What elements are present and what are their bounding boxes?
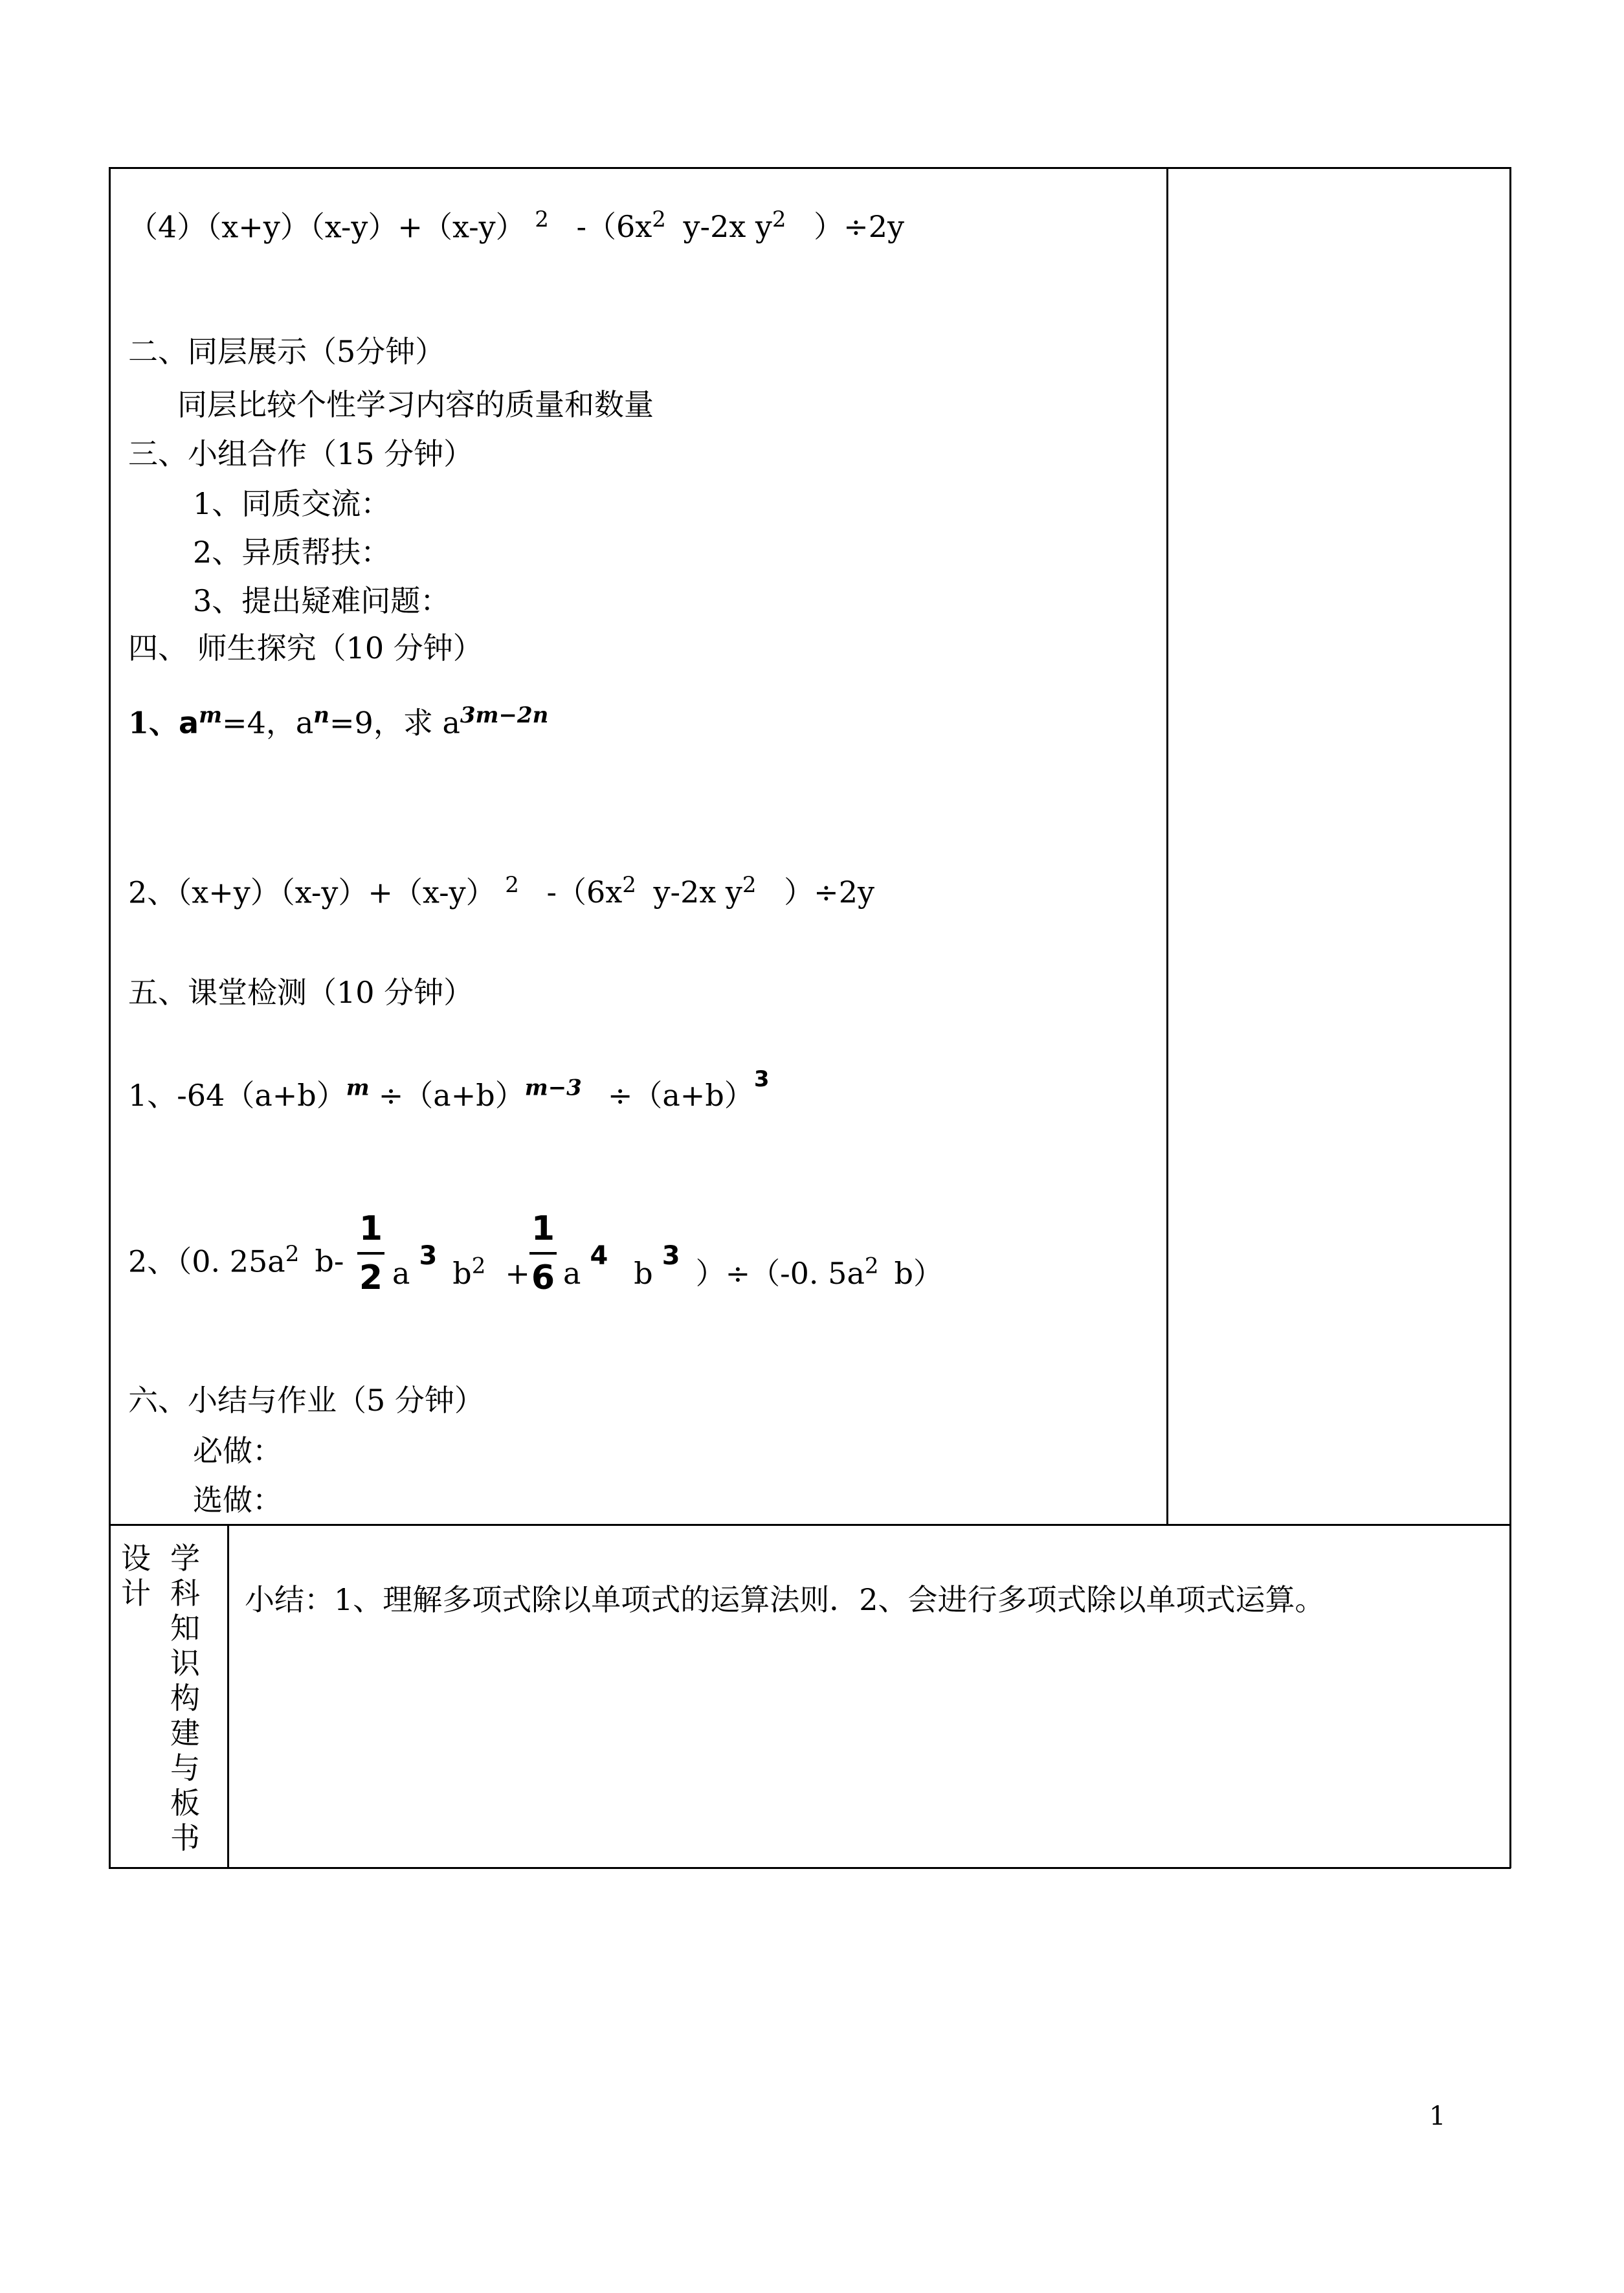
sec5-q2-sup4: 4 [590, 1241, 608, 1271]
item4-part-b: -（6x [576, 209, 652, 245]
sec4-q2-sup1: 2 [505, 872, 519, 898]
subject-char-6: 建 [170, 1716, 200, 1751]
subject-char-9: 书 [170, 1820, 200, 1855]
sec4-q1-a: a [179, 705, 199, 741]
sec5-q2-a-text: 2、（0. 25a [128, 1244, 285, 1279]
sec4-q2-sup3: 2 [742, 872, 757, 898]
sec5-q2-sup1: 2 [285, 1241, 300, 1267]
sec4-q2-d: ）÷2y [784, 875, 874, 910]
sec4-q1-sup-exp: 3m−2n [460, 702, 549, 728]
sec5-q2-d: b [452, 1256, 472, 1291]
sec4-q2-b: -（6x [546, 875, 623, 910]
sec4-q1-sup-n: n [313, 702, 330, 728]
design-label-char-1: 设 [121, 1541, 151, 1576]
sec5-q1-sup-m: m [346, 1075, 370, 1101]
sec5-q2-g: b [634, 1256, 653, 1291]
sec5-q1-sup-m3: m−3 [524, 1075, 582, 1101]
sec5-q2-b: b- [315, 1244, 344, 1279]
subject-char-3: 知 [170, 1611, 200, 1646]
item4-sup1: 2 [535, 207, 549, 232]
sec6-title: 六、小结与作业（5 分钟） [128, 1383, 484, 1418]
subject-char-2: 科 [170, 1576, 200, 1611]
sec2-title: 二、同层展示（5分钟） [128, 334, 445, 369]
item4-sup3: 2 [772, 207, 786, 232]
sec5-q2-sup3: 2 [471, 1253, 486, 1279]
table-row-divider [109, 1524, 1511, 1526]
table-right-border [1509, 167, 1511, 1868]
item4-sup2: 2 [652, 207, 666, 232]
table-mid-divider [1166, 167, 1168, 1525]
sec3-title: 三、小组合作（15 分钟） [128, 436, 474, 471]
sec5-q2-frac2 [529, 1209, 557, 1297]
design-label-char-2: 计 [121, 1576, 151, 1611]
sec4-title: 四、 师生探究（10 分钟） [128, 631, 483, 666]
sec5-q2-frac2-bar [529, 1252, 557, 1255]
sec5-q2-frac2-den: 6 [531, 1258, 555, 1297]
sec5-q2-end [563, 1241, 943, 1291]
sec5-q1-a: 1、-64（a+b） [128, 1078, 346, 1113]
sec5-q1-c: ÷（a+b） [607, 1078, 754, 1113]
sec4-q1 [128, 702, 549, 741]
sec5-q1 [128, 1066, 770, 1113]
subject-char-8: 板 [170, 1785, 200, 1820]
sec5-q2-f: a [563, 1256, 581, 1291]
sec4-q2 [128, 872, 874, 910]
design-label-divider [227, 1524, 229, 1868]
page-number: 1 [1429, 2101, 1446, 2131]
sec5-q2-frac2-num: 1 [531, 1209, 555, 1248]
subject-char-7: 与 [170, 1751, 200, 1785]
table-top-border [109, 167, 1511, 169]
sec5-q2-mid [392, 1241, 530, 1291]
sec4-q2-a: 2、（x+y）（x-y）+（x-y） [128, 875, 496, 910]
subject-char-4: 识 [170, 1646, 200, 1681]
item4-part-d: ）÷2y [814, 209, 904, 245]
sec5-q2-c: a [392, 1256, 410, 1291]
sec5-q1-sup3: 3 [753, 1066, 770, 1092]
sec5-q1-b: ÷（a+b） [378, 1078, 525, 1113]
subject-char-1: 学 [170, 1541, 200, 1576]
sec2-body: 同层比较个性学习内容的质量和数量 [177, 387, 654, 422]
sec3-item-1: 1、同质交流： [193, 486, 391, 521]
sec6-optional: 选做： [193, 1482, 282, 1517]
sec5-q2-h: ）÷（-0. 5a [695, 1256, 865, 1291]
sec4-q1-rest: =9，求 a [329, 705, 460, 741]
sec4-q1-prefix: 1、 [128, 705, 179, 741]
sec6-must: 必做： [193, 1433, 282, 1468]
item4-part-a: （4）（x+y）（x-y）+（x-y） [128, 209, 526, 245]
sec4-q2-c: y-2x y [653, 875, 742, 910]
sec5-q2-sup2: 3 [419, 1241, 438, 1271]
sec5-title: 五、课堂检测（10 分钟） [128, 975, 474, 1010]
sec5-q2-frac1 [357, 1209, 384, 1297]
subject-char-5: 构 [170, 1681, 200, 1716]
sec3-item-2: 2、异质帮扶： [193, 535, 391, 570]
sec5-q2-frac1-bar [357, 1252, 384, 1255]
table-bottom-border [109, 1867, 1511, 1869]
sec5-q2-i: b） [894, 1256, 943, 1291]
design-summary: 小结：1、理解多项式除以单项式的运算法则．2、会进行多项式除以单项式运算。 [245, 1582, 1325, 1617]
sec5-q2-frac1-num: 1 [359, 1209, 383, 1248]
sec5-q2-e: + [505, 1256, 530, 1291]
sec3-item-3: 3、提出疑难问题： [193, 583, 450, 618]
sec4-q1-mid: =4，a [222, 705, 314, 741]
sec4-q2-sup2: 2 [622, 872, 636, 898]
sec4-q1-sup-m: m [199, 702, 223, 728]
item4-part-c: y-2x y [683, 209, 772, 245]
table-left-border [109, 167, 111, 1868]
sec5-q2-sup5: 3 [662, 1241, 680, 1271]
sec5-q2-frac1-den: 2 [359, 1258, 383, 1297]
sec5-q2-sup6: 2 [864, 1253, 879, 1279]
sec5-q2-a [128, 1241, 344, 1279]
item4-line [128, 207, 904, 245]
